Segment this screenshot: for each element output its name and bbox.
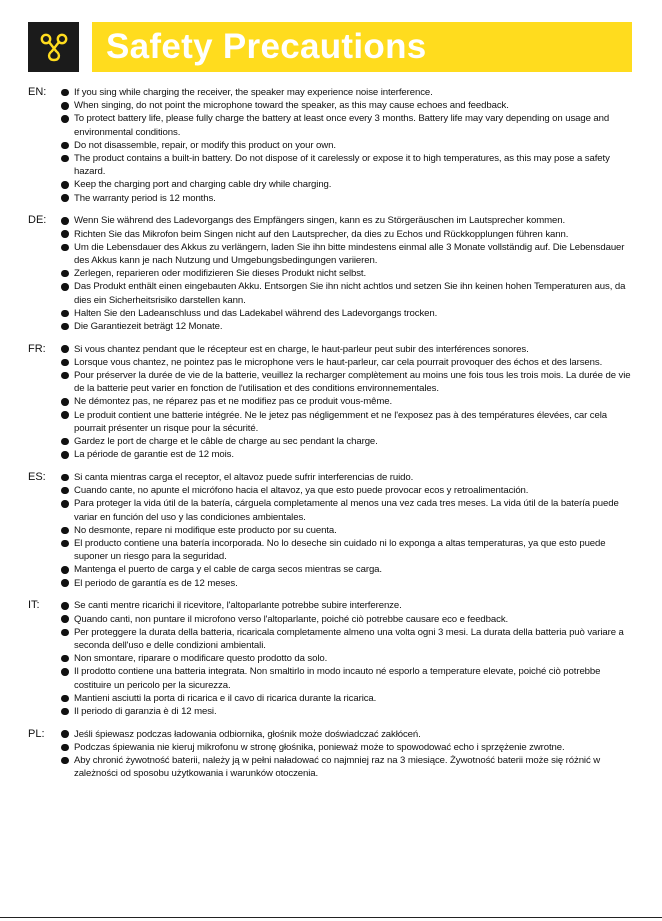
list-item: Cuando cante, no apunte el micrófono hacia el altavoz, ya que esto puede provocar ecos y retroalimentación. [60,484,634,497]
bullet-list [60,599,634,718]
list-item: La période de garantie est de 12 mois. [60,448,634,461]
list-item: When singing, do not point the microphone toward the speaker, as this may cause echoes and feedback. [60,99,634,112]
list-item: Se canti mentre ricarichi il ricevitore, l'altoparlante potrebbe subire interferenze. [60,599,634,612]
pretzel-loop-icon [37,30,71,64]
language-section-es [28,471,634,590]
list-item: Wenn Sie während des Ladevorgangs des Empfängers singen, kann es zu Störgeräuschen im Lautsprecher kommen. [60,214,634,227]
list-item: Ne démontez pas, ne réparez pas et ne modifiez pas ce produit vous-même. [60,395,634,408]
language-section-fr [28,343,634,462]
list-item: Si vous chantez pendant que le récepteur est en charge, le haut-parleur peut subir des interférences sonores. [60,343,634,356]
list-item: Aby chronić żywotność baterii, należy ją w pełni naładować co najmniej raz na 3 miesiące. Żywotność baterii może się różnić w zależności od sposobu użytkowania i warunków otoczenia. [60,754,634,780]
title-bar [92,22,632,72]
language-label: EN: [28,86,47,98]
list-item: Non smontare, riparare o modificare questo prodotto da solo. [60,652,634,665]
list-item: The product contains a built-in battery. Do not dispose of it carelessly or expose it to high temperatures, as this may pose a safety hazard. [60,152,634,178]
list-item: If you sing while charging the receiver, the speaker may experience noise interference. [60,86,634,99]
list-item: To protect battery life, please fully charge the battery at least once every 3 months. Battery life may vary depending on usage and environmental conditions. [60,112,634,138]
language-label: DE: [28,214,47,227]
list-item: The warranty period is 12 months. [60,192,634,205]
language-label: IT: [28,599,40,612]
list-item: Le produit contient une batterie intégrée. Ne le jetez pas négligemment et ne l'exposez pas à des températures élevées, car cela pourrait présenter un risque pour la sécurité. [60,409,634,435]
header [28,22,632,72]
list-item: Il periodo di garanzia è di 12 mesi. [60,705,634,718]
list-item: Keep the charging port and charging cable dry while charging. [60,178,634,191]
list-item: El producto contiene una batería incorporada. No lo deseche sin cuidado ni lo exponga a altas temperaturas, ya que esto puede suponer un riesgo para la seguridad. [60,537,634,563]
list-item: Mantenga el puerto de carga y el cable de carga secos mientras se carga. [60,563,634,576]
bullet-list [60,471,634,590]
list-item: No desmonte, repare ni modifique este producto por su cuenta. [60,524,634,537]
list-item: Um die Lebensdauer des Akkus zu verlängern, laden Sie ihn bitte mindestens einmal alle 3 Monate vollständig auf. Die Lebensdauer des Akkus kann je nach Nutzung und Umgebungsbedingungen variieren. [60,241,634,267]
list-item: Mantieni asciutti la porta di ricarica e il cavo di ricarica durante la ricarica. [60,692,634,705]
precautions-list [28,86,634,790]
language-label: FR: [28,342,46,355]
list-item: Zerlegen, reparieren oder modifizieren Sie dieses Produkt nicht selbst. [60,267,634,280]
language-label: PL: [28,727,45,740]
footer-divider [0,917,662,918]
list-item: Richten Sie das Mikrofon beim Singen nicht auf den Lautsprecher, da dies zu Echos und Rückkopplungen führen kann. [60,228,634,241]
list-item: Pour préserver la durée de vie de la batterie, veuillez la recharger complètement au moins une fois tous les trois mois. La durée de vie de la batterie peut varier en fonction de l'utilisation et des conditions environnementales. [60,369,634,395]
language-section-pl [28,728,634,781]
list-item: Gardez le port de charge et le câble de charge au sec pendant la charge. [60,435,634,448]
list-item: Quando canti, non puntare il microfono verso l'altoparlante, poiché ciò potrebbe causare eco e feedback. [60,613,634,626]
list-item: Per proteggere la durata della batteria, ricaricala completamente almeno una volta ogni 3 mesi. La durata della batteria può variare a seconda dell'uso e delle condizioni ambientali. [60,626,634,652]
list-item: Podczas śpiewania nie kieruj mikrofonu w stronę głośnika, ponieważ może to spowodować echo i sprzężenie zwrotne. [60,741,634,754]
list-item: Si canta mientras carga el receptor, el altavoz puede sufrir interferencias de ruido. [60,471,634,484]
language-section-it [28,599,634,718]
list-item: Die Garantiezeit beträgt 12 Monate. [60,320,634,333]
list-item: Lorsque vous chantez, ne pointez pas le microphone vers le haut-parleur, car cela pourrait provoquer des échos et des larsens. [60,356,634,369]
bullet-list [60,214,634,333]
language-section-en [28,86,634,205]
list-item: Das Produkt enthält einen eingebauten Akku. Entsorgen Sie ihn nicht achtlos und setzen Sie ihn keinen hohen Temperaturen aus, da dies ein Sicherheitsrisiko darstellen kann. [60,280,634,306]
bullet-list [60,343,634,462]
list-item: Il prodotto contiene una batteria integrata. Non smaltirlo in modo incauto né esporlo a temperature elevate, poiché ciò potrebbe costituire un pericolo per la sicurezza. [60,665,634,691]
page-title: Safety Precautions [106,27,427,66]
list-item: Do not disassemble, repair, or modify this product on your own. [60,139,634,152]
list-item: Para proteger la vida útil de la batería, cárguela completamente al menos una vez cada tres meses. La vida útil de la batería puede variar en función del uso y las condiciones ambientales. [60,497,634,523]
list-item: Jeśli śpiewasz podczas ładowania odbiornika, głośnik może doświadczać zakłóceń. [60,728,634,741]
language-section-de [28,214,634,333]
bullet-list [60,86,634,205]
language-label: ES: [28,470,46,483]
list-item: Halten Sie den Ladeanschluss und das Ladekabel während des Ladevorgangs trocken. [60,307,634,320]
bullet-list [60,728,634,781]
list-item: El periodo de garantía es de 12 meses. [60,577,634,590]
logo [28,22,79,72]
